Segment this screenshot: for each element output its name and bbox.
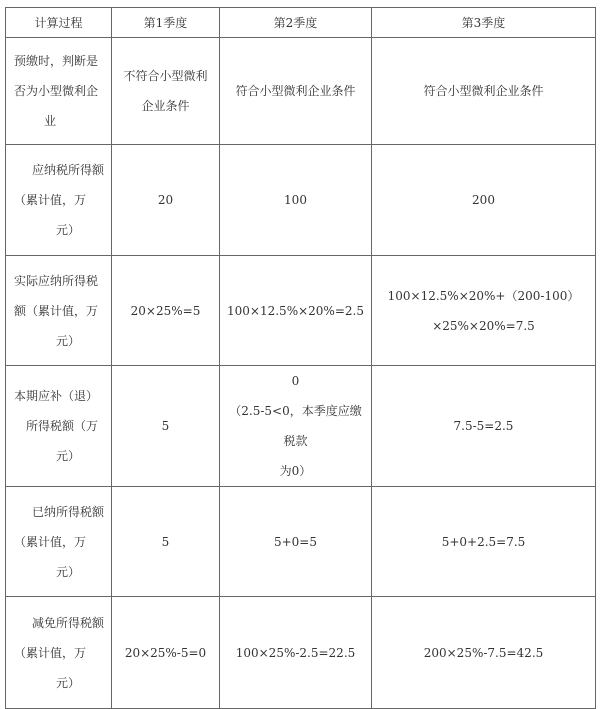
row-label [6,256,112,366]
cell-line: 5+0=5 [273,534,317,549]
row-label-line: （累计值，万 [14,534,87,549]
row-label [6,145,112,256]
q2-cell [220,256,372,366]
row-label-line: 本期应补（退） [14,389,99,403]
header-q1: 第1季度 [112,8,220,38]
cell-line: 符合小型微利企业条件 [423,84,544,98]
cell-line: 200×25%-7.5=42.5 [423,645,544,660]
cell-line: 20 [157,193,174,207]
cell-line: （2.5-5<0，本季度应缴税款 [229,404,362,448]
cell-line: 0 [291,374,300,388]
q2-cell [220,487,372,597]
table-row [6,487,596,597]
row-label [6,38,112,145]
row-label [6,366,112,487]
q2-cell [220,145,372,256]
row-label-line: 预缴时，判断是 [14,54,99,68]
cell-line: 20×25%=5 [130,303,201,318]
table-row [6,597,596,709]
cell-line: 200 [472,193,495,207]
cell-line: 企业条件 [141,99,190,113]
tax-calculation-table [5,7,596,709]
row-label-line: 业 [44,114,57,128]
cell-line: 为0） [279,464,312,478]
row-label-line: 否为小型微利企 [14,84,99,98]
q3-cell [372,487,596,597]
cell-line: 100×12.5%×20%=2.5 [227,303,364,318]
q2-cell [220,38,372,145]
cell-line: 5+0+2.5=7.5 [441,534,526,549]
cell-line: 100×12.5%×20%+（200-100） [387,288,580,303]
row-label-line: 应纳税所得额 [32,163,105,177]
row-label-line: 元） [56,564,81,579]
q3-cell [372,597,596,709]
row-label-line: （累计值，万 [14,645,87,660]
row-label-line: 元） [56,333,81,348]
row-label [6,597,112,709]
q3-cell [372,256,596,366]
cell-line: 20×25%-5=0 [124,645,207,660]
cell-line: 100×25%-2.5=22.5 [235,645,356,660]
q1-cell [112,256,220,366]
q1-cell [112,38,220,145]
header-q2: 第2季度 [220,8,372,38]
q2-cell [220,366,372,487]
cell-line: 7.5-5=2.5 [453,419,514,433]
row-label-line: 减免所得税额 [32,615,105,630]
q1-cell [112,597,220,709]
row-label-line: 已纳所得税额 [32,504,105,519]
q3-cell [372,366,596,487]
q1-cell [112,145,220,256]
row-label-line: 实际应纳所得税 [14,273,99,288]
cell-line: 5 [161,534,170,549]
table-row [6,38,596,145]
cell-line: ×25%×20%=7.5 [432,318,535,333]
header-row [6,8,596,38]
header-q3: 第3季度 [372,8,596,38]
cell-line: 符合小型微利企业条件 [235,84,356,98]
cell-line: 100 [284,193,307,207]
q2-cell [220,597,372,709]
table-row [6,256,596,366]
q3-cell [372,145,596,256]
table-row [6,145,596,256]
q1-cell [112,366,220,487]
cell-line: 5 [161,419,170,433]
row-label-line: 元） [56,223,81,237]
row-label [6,487,112,597]
table-row [6,366,596,487]
row-label-line: 元） [56,449,81,463]
row-label-line: 所得税额（万 [26,419,99,433]
row-label-line: 元） [56,675,81,690]
cell-line: 不符合小型微利 [123,69,208,83]
q3-cell [372,38,596,145]
row-label-line: 额（累计值，万 [14,303,99,318]
row-label-line: （累计值，万 [14,193,87,207]
q1-cell [112,487,220,597]
header-calc-process: 计算过程 [6,8,112,38]
